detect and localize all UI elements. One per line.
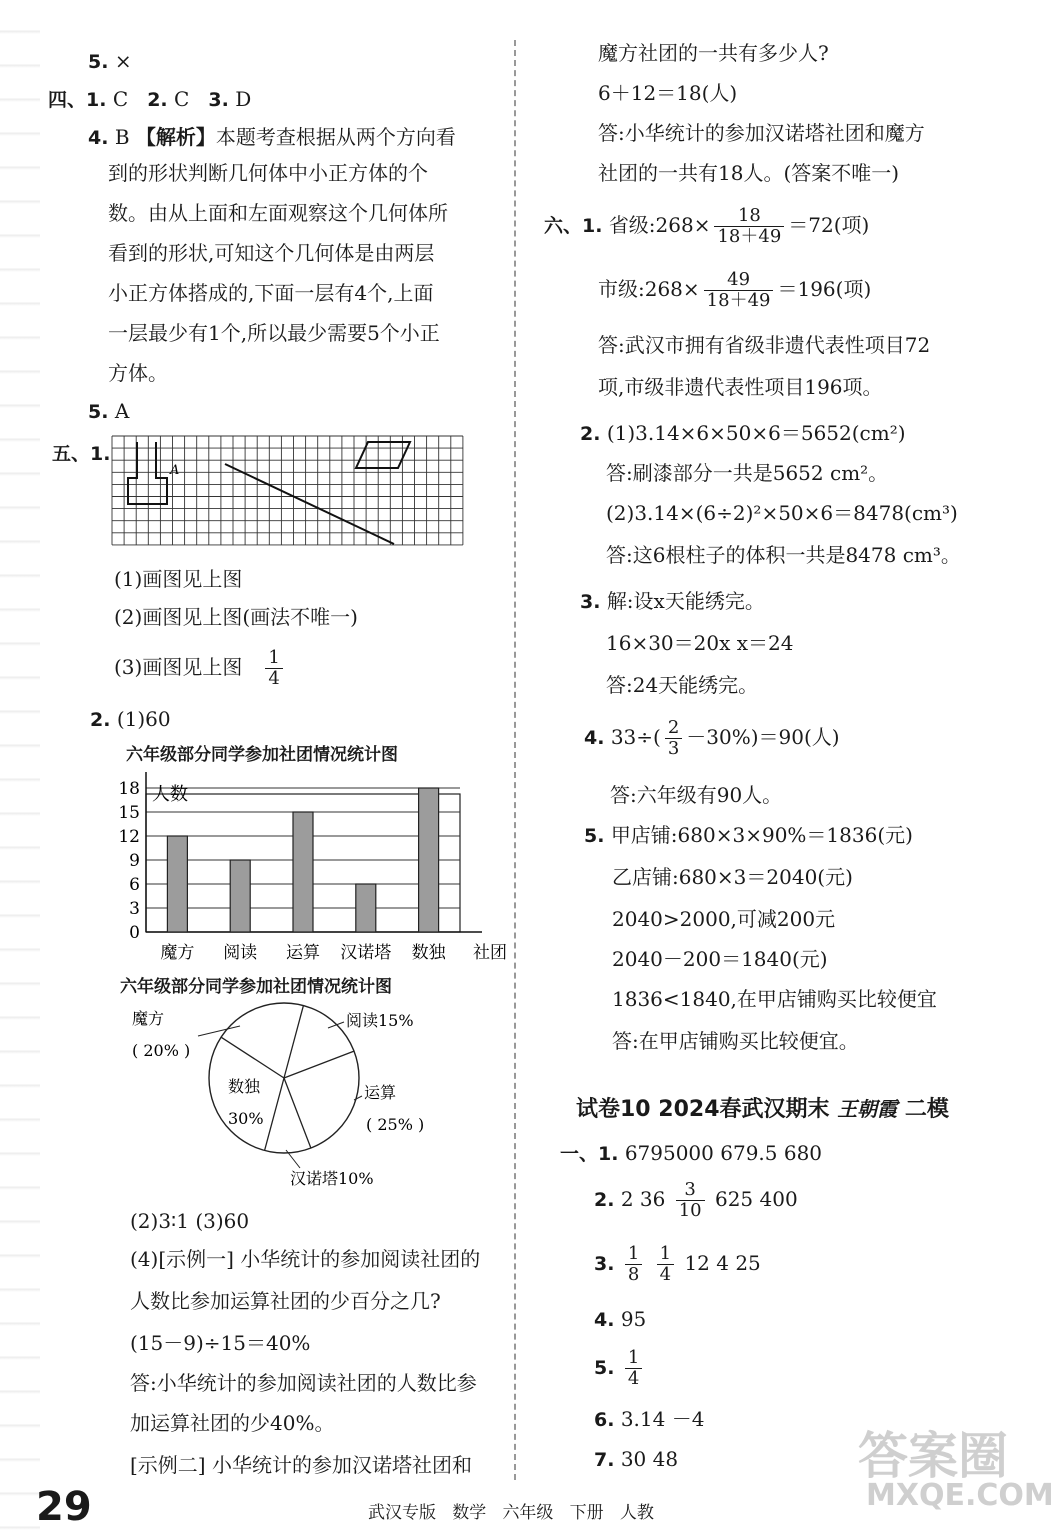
a1-row: 一、1. 6795000 679.5 680 (560, 1141, 823, 1165)
a5-row: 5. $\frac{1}{4}$ (594, 1348, 646, 1389)
x-tick-label: 魔方 (160, 943, 195, 963)
text-line: (4)[示例一] 小华统计的参加阅读社团的 (130, 1247, 481, 1271)
section-6-provincial: 六、1. 省级:268× $\frac{18}{18+49}$ ＝72(项) (544, 205, 870, 247)
watermark-url: MXQE.COM (866, 1478, 1054, 1513)
pie-value-label: ( 20% ) (132, 1041, 191, 1060)
text-line: 答:这6根柱子的体积一共是8478 cm³。 (606, 543, 961, 567)
text-line: (1)画图见上图 (114, 567, 243, 591)
bar (167, 836, 187, 932)
shape-outline (128, 442, 167, 504)
pie-label: 数独 (228, 1077, 261, 1096)
pie-chart (110, 1000, 440, 1200)
q4-right: 4. 33÷( $\frac{2}{3}$ －30%)＝90(人) (584, 717, 840, 759)
text-line: 加运算社团的少40%。 (130, 1411, 335, 1435)
section-5-head: 五、1. (52, 443, 111, 465)
pie-label: 阅读15% (346, 1011, 414, 1030)
text-line: 魔方社团的一共有多少人? (598, 41, 829, 65)
x-tick-label: 数独 (411, 943, 446, 963)
text-line: 方体。 (108, 361, 168, 385)
footer-info: 武汉专版 数学 六年级 下册 人教 (368, 1503, 654, 1523)
y-tick-label: 9 (129, 851, 140, 871)
text-line: (2)3.14×(6÷2)²×50×6＝8478(cm³) (606, 501, 958, 525)
text-line: (15－9)÷15＝40% (130, 1331, 311, 1355)
a3-row: 3. $\frac{1}{8}$ $\frac{1}{4}$ 12 4 25 (594, 1243, 761, 1285)
text-line: 2040－200＝1840(元) (612, 947, 828, 971)
text-line: 看到的形状,可知这个几何体是由两层 (108, 241, 435, 265)
text-line: 到的形状判断几何体中小正方体的个 (108, 161, 428, 185)
pie-slice-魔方-edge (221, 1037, 284, 1078)
text-line: 1836<1840,在甲店铺购买比较便宜 (612, 987, 937, 1011)
q4-analysis: 4. B 【解析】本题考查根据从两个方向看 (88, 125, 456, 149)
text-line: 答:24天能绣完。 (606, 673, 759, 697)
handwritten-signature: 王朝霞 (837, 1097, 898, 1121)
fraction: $\frac{49}{18+49}$ (704, 270, 774, 311)
pie-slice-数独-edge (265, 1078, 284, 1150)
q3-right: 3. 解:设x天能绣完。 (580, 589, 765, 613)
a6-row: 6. 3.14 －4 (594, 1407, 705, 1431)
x-axis-label: 社团 (473, 943, 507, 963)
pie-value-label: 30% (228, 1109, 264, 1128)
fraction: $\frac{2}{3}$ (665, 718, 682, 759)
q2-right: 2. (1)3.14×6×50×6＝5652(cm²) (580, 421, 906, 445)
text-line: 人数比参加运算社团的少百分之几? (130, 1289, 441, 1313)
watermark-logo: 答案圈 (858, 1427, 1008, 1485)
leader-line (354, 1096, 362, 1100)
a2-row: 2. 2 36 $\frac{3}{10}$ 625 400 (594, 1179, 798, 1221)
pie-value-label: ( 25% ) (366, 1115, 425, 1134)
y-tick-label: 3 (129, 899, 140, 919)
x-tick-label: 汉诺塔 (340, 943, 392, 963)
bar-chart-title: 六年级部分同学参加社团情况统计图 (126, 745, 398, 765)
text-line: 6＋12＝18(人) (598, 81, 738, 105)
page-edge-shadow (0, 0, 40, 1536)
pie-chart-title: 六年级部分同学参加社团情况统计图 (120, 977, 392, 997)
text-line: 社团的一共有18人。(答案不唯一) (598, 161, 900, 185)
bar (293, 812, 313, 932)
pie-label: 魔方 (132, 1009, 165, 1028)
pie-label: 汉诺塔10% (290, 1169, 374, 1188)
q2-row: 2. (1)60 (90, 707, 171, 731)
text-line: (2)3∶1 (3)60 (130, 1209, 250, 1233)
fraction: $\frac{1}{4}$ (265, 648, 282, 689)
diagonal-line (225, 464, 394, 544)
y-tick-label: 6 (129, 875, 140, 895)
bar-chart (112, 772, 512, 962)
page-number: 29 (36, 1484, 92, 1530)
item-5-row: 5. × (88, 49, 132, 73)
y-tick-label: 18 (118, 779, 140, 799)
y-axis-label: 人数 (152, 784, 188, 805)
leader-line (198, 1026, 240, 1036)
text-line: [示例二] 小华统计的参加汉诺塔社团和 (130, 1453, 472, 1477)
y-tick-label: 0 (129, 923, 140, 943)
pie-slice-汉诺塔-edge (284, 1078, 311, 1148)
paper-title: 试卷10 2024春武汉期末 王朝霞 二模 (576, 1097, 949, 1122)
text-line: 答:六年级有90人。 (610, 783, 783, 807)
text-line: 答:武汉市拥有省级非遗代表性项目72 (598, 333, 931, 357)
section-4-row: 四、1. C 2. C 3. D (48, 87, 252, 111)
q5-right: 5. 甲店铺:680×3×90%＝1836(元) (584, 823, 913, 847)
y-tick-label: 15 (118, 803, 140, 823)
q5-row: 5. A (88, 399, 130, 423)
pie-slice-运算-edge (284, 1051, 354, 1078)
column-divider (514, 40, 516, 1480)
fraction: $\frac{1}{8}$ (625, 1244, 642, 1285)
text-line: 答:小华统计的参加阅读社团的人数比参 (130, 1371, 477, 1395)
a4-row: 4. 95 (594, 1307, 647, 1331)
text-line: 2040>2000,可减200元 (612, 907, 836, 931)
fraction: $\frac{3}{10}$ (676, 1180, 705, 1221)
x-tick-label: 运算 (286, 943, 320, 963)
text-line: 答:小华统计的参加汉诺塔社团和魔方 (598, 121, 925, 145)
pie-slice-阅读-edge (284, 1006, 303, 1078)
text-line: (3)画图见上图 $\frac{1}{4}$ (114, 648, 287, 689)
leader-line (328, 1022, 344, 1028)
text-line: 项,市级非遗代表性项目196项。 (598, 375, 883, 399)
bar (356, 884, 376, 932)
text-line: 一层最少有1个,所以最少需要5个小正 (108, 321, 440, 345)
a7-row: 7. 30 48 (594, 1447, 679, 1471)
section-6-city: 市级:268× $\frac{49}{18+49}$ ＝196(项) (598, 269, 872, 311)
y-tick-label: 12 (118, 827, 140, 847)
x-tick-label: 阅读 (223, 943, 258, 963)
bar (419, 788, 439, 932)
fraction: $\frac{18}{18+49}$ (714, 206, 784, 247)
text-line: 答:在甲店铺购买比较便宜。 (612, 1029, 859, 1053)
text-line: 乙店铺:680×3＝2040(元) (612, 865, 853, 889)
fraction: $\frac{1}{4}$ (657, 1244, 674, 1285)
text-line: (2)画图见上图(画法不唯一) (114, 605, 358, 629)
pie-label: 运算 (364, 1083, 397, 1102)
parallelogram (356, 442, 410, 468)
text-line: 16×30＝20x x＝24 (606, 631, 794, 655)
grid-drawing (110, 434, 470, 546)
text-line: 数。由从上面和左面观察这个几何体所 (108, 201, 448, 225)
fraction: $\frac{1}{4}$ (625, 1348, 642, 1389)
bar (230, 860, 250, 932)
point-a-label: A (170, 463, 180, 478)
text-line: 小正方体搭成的,下面一层有4个,上面 (108, 281, 434, 305)
text-line: 答:刷漆部分一共是5652 cm²。 (606, 461, 889, 485)
